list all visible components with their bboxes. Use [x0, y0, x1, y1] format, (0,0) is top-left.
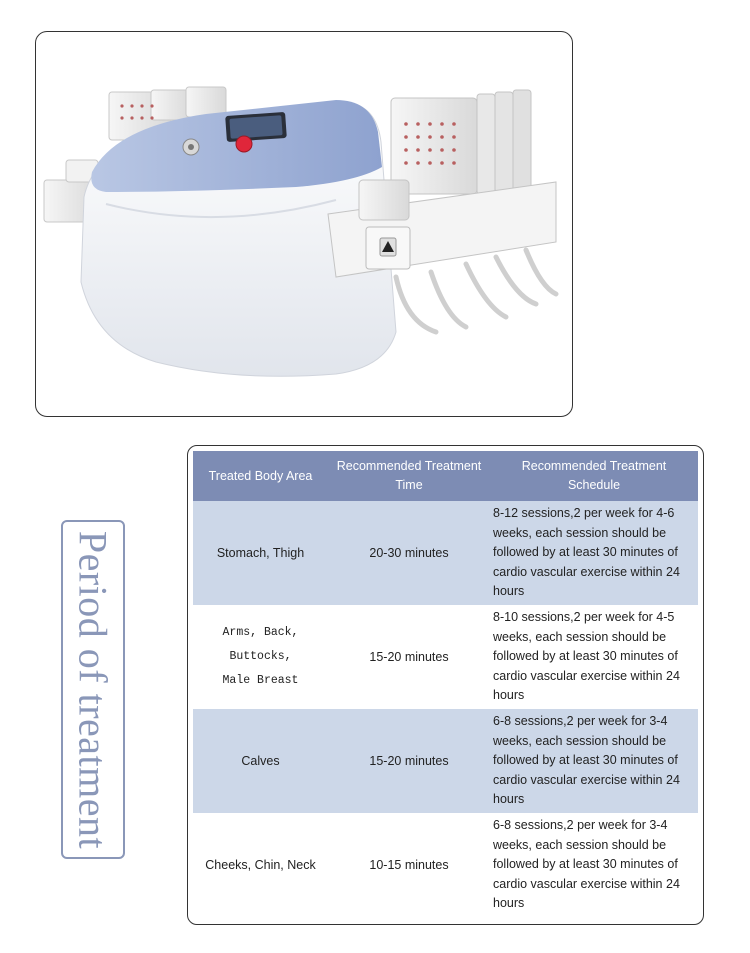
column-header-schedule: Recommended Treatment Schedule: [490, 451, 698, 501]
time-cell: 15-20 minutes: [369, 650, 449, 664]
schedule-cell: 6-8 sessions,2 per week for 3-4 weeks, each session should be followed by at least 30 minutes of cardio vascular exercise within 24 hours: [490, 709, 698, 813]
lipo-laser-machine-icon: [36, 32, 572, 416]
time-cell: 15-20 minutes: [328, 709, 490, 813]
treatment-table: [193, 451, 698, 917]
side-label-text: Period of treatment: [70, 530, 116, 849]
table-header-row: [193, 451, 698, 501]
time-cell: 10-15 minutes: [369, 858, 449, 872]
table-row: [193, 605, 698, 709]
area-cell: Cheeks, Chin, Neck: [205, 858, 316, 872]
period-of-treatment-label: [61, 520, 125, 859]
column-header-time: Recommended Treatment Time: [328, 451, 490, 501]
schedule-cell: 6-8 sessions,2 per week for 3-4 weeks, each session should be followed by at least 30 minutes of cardio vascular exercise within 24 hours: [493, 818, 680, 911]
time-cell: 20-30 minutes: [328, 501, 490, 605]
table-row: [193, 501, 698, 605]
area-line: Buttocks,: [229, 650, 292, 663]
product-photo-frame: [35, 31, 573, 417]
column-header-area: Treated Body Area: [193, 451, 328, 501]
area-line: Male Breast: [222, 674, 299, 687]
table-row: [193, 813, 698, 917]
schedule-cell: 8-10 sessions,2 per week for 4-5 weeks, each session should be followed by at least 30 minutes of cardio vascular exercise within 24 hours: [493, 610, 680, 703]
area-cell: Stomach, Thigh: [193, 501, 328, 605]
treatment-table-frame: [187, 445, 704, 925]
table-row: [193, 709, 698, 813]
schedule-cell: 8-12 sessions,2 per week for 4-6 weeks, each session should be followed by at least 30 minutes of cardio vascular exercise within 24 hours: [490, 501, 698, 605]
area-cell: [193, 605, 328, 709]
area-cell: Calves: [193, 709, 328, 813]
area-line: Arms, Back,: [222, 626, 299, 639]
